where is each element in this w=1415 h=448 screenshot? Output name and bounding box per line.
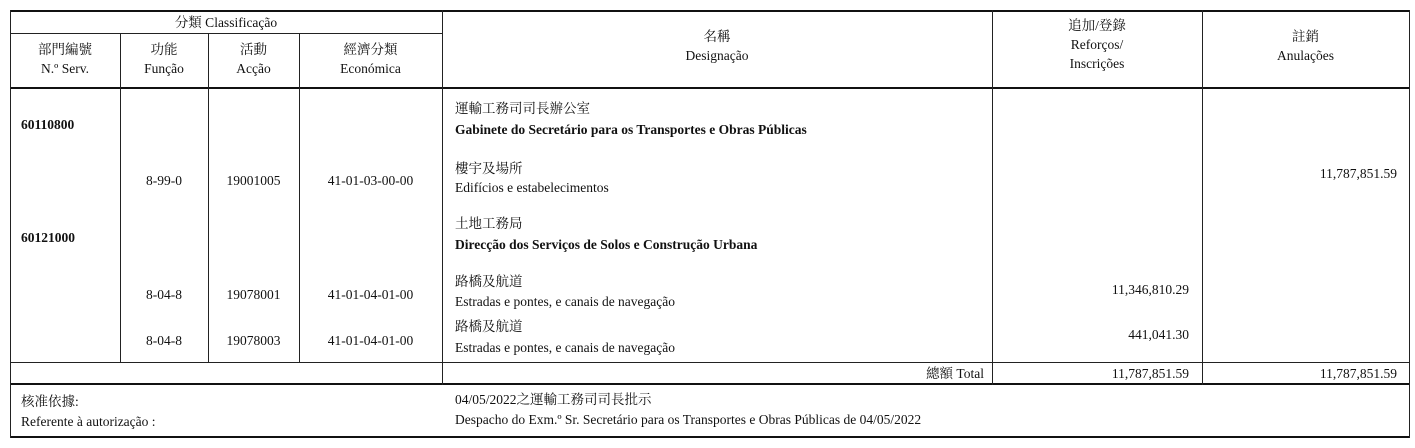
row-name-zh: 樓宇及場所 bbox=[455, 161, 523, 176]
row-name-zh: 土地工務局 bbox=[455, 216, 523, 231]
budget-amendment-table bbox=[10, 10, 1410, 438]
col-divider-activity bbox=[299, 33, 300, 362]
col-divider-add bbox=[1202, 10, 1203, 385]
cancel-header-pt: Anulações bbox=[1277, 48, 1334, 63]
row-func: 8-04-8 bbox=[146, 287, 182, 302]
table-bottom-border bbox=[10, 436, 1410, 438]
func-header-zh: 功能 bbox=[150, 42, 178, 57]
activity-header-pt: Acção bbox=[236, 61, 271, 76]
row-name-zh: 路橋及航道 bbox=[455, 319, 523, 334]
classification-divider bbox=[10, 33, 442, 34]
dept-header-zh: 部門編號 bbox=[38, 42, 92, 57]
add-header-pt2: Inscrições bbox=[1069, 56, 1125, 71]
approval-note-pt: Despacho do Exm.º Sr. Secretário para os Transportes e Obras Públicas de 04/05/2022 bbox=[455, 412, 922, 427]
add-header-pt1: Reforços/ bbox=[1070, 37, 1124, 52]
authorization-basis-pt: Referente à autorização : bbox=[21, 414, 156, 429]
econ-header-pt: Económica bbox=[340, 61, 401, 76]
total-add-amount: 11,787,851.59 bbox=[1111, 366, 1189, 381]
name-header-pt: Designação bbox=[685, 48, 749, 63]
table-row-dept: 60121000 bbox=[21, 230, 75, 245]
row-name-pt: Gabinete do Secretário para os Transportes e Obras Públicas bbox=[455, 122, 807, 137]
row-add-amount: 11,346,810.29 bbox=[1111, 282, 1189, 297]
authorization-basis-zh: 核准依據: bbox=[21, 394, 79, 409]
row-activity: 19078001 bbox=[226, 287, 281, 302]
add-header-zh: 追加/登錄 bbox=[1068, 18, 1126, 33]
func-header-pt: Função bbox=[144, 61, 184, 76]
row-func: 8-04-8 bbox=[146, 333, 182, 348]
right-border bbox=[1409, 10, 1410, 438]
total-row-bottom-border bbox=[10, 383, 1410, 385]
total-cancel-amount: 11,787,851.59 bbox=[1319, 366, 1397, 381]
header-bottom-border bbox=[10, 87, 1410, 89]
activity-header-zh: 活動 bbox=[240, 42, 267, 57]
row-econ: 41-01-04-01-00 bbox=[327, 333, 414, 348]
row-name-pt: Estradas e pontes, e canais de navegação bbox=[455, 294, 676, 309]
col-divider-func bbox=[208, 33, 209, 362]
name-header-zh: 名稱 bbox=[703, 29, 731, 44]
row-name-pt: Direcção dos Serviços de Solos e Construção Urbana bbox=[455, 237, 758, 252]
approval-note-zh: 04/05/2022之運輸工務司司長批示 bbox=[455, 392, 652, 407]
col-divider-econ bbox=[442, 10, 443, 385]
row-econ: 41-01-04-01-00 bbox=[327, 287, 414, 302]
row-activity: 19001005 bbox=[226, 173, 281, 188]
total-row-top-border bbox=[10, 362, 1410, 363]
row-activity: 19078003 bbox=[226, 333, 281, 348]
row-add-amount: 441,041.30 bbox=[1128, 327, 1189, 342]
col-divider-dept bbox=[120, 33, 121, 362]
econ-header-zh: 經濟分類 bbox=[343, 42, 398, 57]
row-name-zh: 運輸工務司司長辦公室 bbox=[455, 101, 590, 116]
cancel-header-zh: 註銷 bbox=[1292, 29, 1319, 44]
row-name-pt: Edifícios e estabelecimentos bbox=[455, 180, 609, 195]
row-econ: 41-01-03-00-00 bbox=[327, 173, 414, 188]
classification-header: 分類 Classificação bbox=[174, 15, 278, 30]
row-name-zh: 路橋及航道 bbox=[455, 274, 523, 289]
row-func: 8-99-0 bbox=[146, 173, 182, 188]
row-name-pt: Estradas e pontes, e canais de navegação bbox=[455, 340, 676, 355]
row-cancel-amount: 11,787,851.59 bbox=[1319, 166, 1397, 181]
table-row-dept: 60110800 bbox=[21, 117, 75, 132]
table-top-border bbox=[10, 10, 1410, 12]
total-label: 總額 Total bbox=[926, 366, 984, 381]
dept-header-pt: N.º Serv. bbox=[41, 61, 89, 76]
